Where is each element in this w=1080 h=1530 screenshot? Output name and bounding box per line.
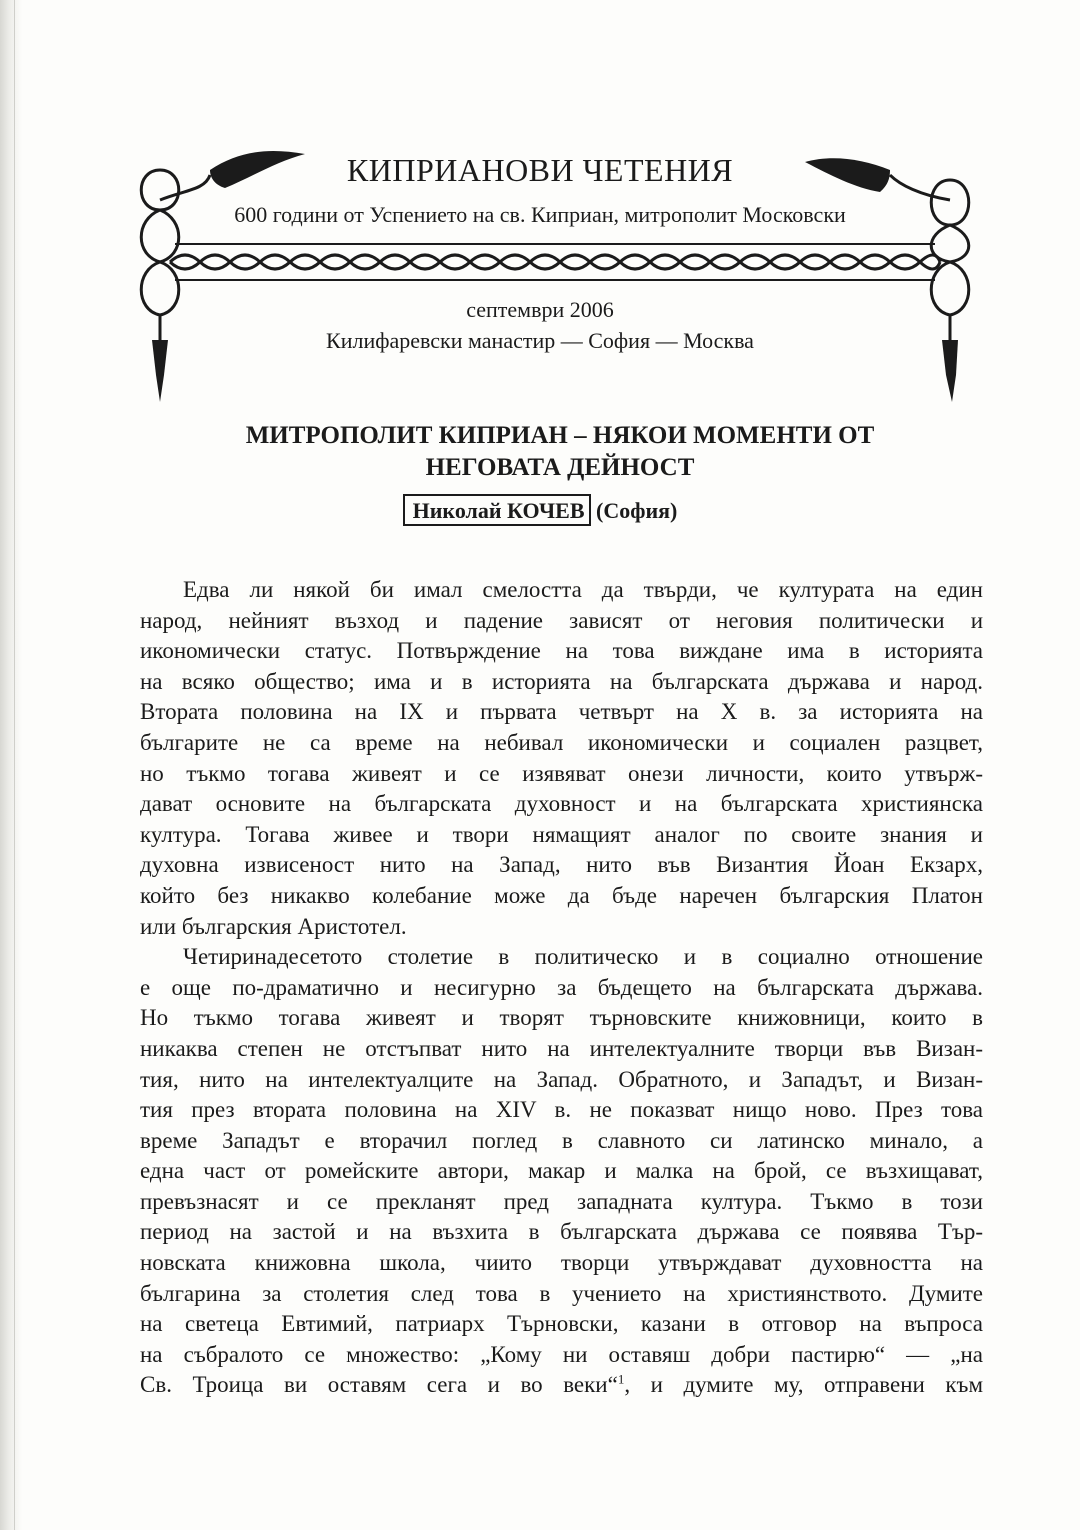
article-title xyxy=(140,420,980,484)
article-title-line-2: НЕГОВАТА ДЕЙНОСТ xyxy=(425,454,695,481)
text-line: народ, нейният възход и падение зависят от неговия политически и xyxy=(140,607,983,633)
paragraph-1 xyxy=(140,575,983,942)
text-line: българите не са време на небивал икономически и социален разцвет, xyxy=(140,729,983,755)
conference-title: КИПРИАНОВИ ЧЕТЕНИЯ xyxy=(346,152,734,188)
paragraph-2 xyxy=(140,942,983,1401)
text-line: една част от ромейските автори, макар и малка на брой, се възхищават, xyxy=(140,1158,983,1184)
author-name: Николай КОЧЕВ xyxy=(403,494,591,526)
text-line: Едва ли някой би имал смелостта да твърди, че културата на един xyxy=(183,577,983,602)
conference-date: септември 2006 xyxy=(466,297,614,322)
text-line: тия, нито на интелектуалците на Запад. Обратното, и Западът, и Визан- xyxy=(140,1066,983,1092)
text-line-with-footnote xyxy=(140,1370,983,1401)
author-location: (София) xyxy=(596,498,678,523)
text-line: или българския Аристотел. xyxy=(140,913,407,939)
text-line: българина за столетия след това в учението на християнството. Думите xyxy=(140,1280,983,1306)
text-line: Втората половина на IX и първата четвърт на X в. за историята на xyxy=(140,699,983,725)
text-line: дават основите на българската духовност и на българската християнска xyxy=(140,791,983,817)
text-line: който без никакво колебание може да бъде наречен българския Платон xyxy=(140,882,983,908)
text-after-footnote: , и думите му, отправени към xyxy=(624,1372,983,1398)
conference-subtitle: 600 години от Успението на св. Киприан, митрополит Московски xyxy=(234,202,846,227)
footnote-marker[interactable]: 1 xyxy=(617,1371,625,1387)
text-line: никаква степен не отстъпват нито на интелектуалните творци във Визан- xyxy=(140,1035,983,1061)
text-line: култура. Тогава живее и твори нямащият аналог по своите знания и xyxy=(140,821,983,847)
text-line: духовна извисеност нито на Запад, нито във Византия Йоан Екзарх, xyxy=(140,852,983,878)
text-line: икономически статус. Потвърждение на това виждане има в историята xyxy=(140,638,983,664)
text-line: но тъкмо тогава живеят и се изявяват онези личности, които утвърж- xyxy=(140,760,983,786)
text-line: на всяко общество; има и в историята на българската държава и народ. xyxy=(140,668,983,694)
text-line: превъзнасят и се прекланят пред западната култура. Тъкмо в този xyxy=(140,1188,983,1214)
author-line xyxy=(0,496,1080,526)
text-before-footnote: Св. Троица ви оставям сега и во веки“ xyxy=(140,1372,618,1398)
text-line: новската книжовна школа, чиито творци утвърждават духовността на xyxy=(140,1250,983,1276)
article-title-line-1: МИТРОПОЛИТ КИПРИАН – НЯКОИ МОМЕНТИ ОТ xyxy=(245,422,875,449)
conference-places: Килифаревски манастир — София — Москва xyxy=(326,328,754,353)
text-line: тия през втората половина на XIV в. не показват нищо ново. През това xyxy=(140,1097,983,1123)
text-line: време Западът е вторачил поглед в славното си латинско минало, а xyxy=(140,1127,983,1153)
text-line: Четиринадесетото столетие в политическо и в социално отношение xyxy=(183,944,983,970)
text-line: е още по-драматично и несигурно за бъдещето на българската държава. xyxy=(140,974,983,1000)
right-knot-mid xyxy=(931,225,969,262)
text-line: период на застой и на възхита в българската държава се появява Тър- xyxy=(140,1219,983,1245)
text-line: Но тъкмо тогава живеят и творят търновските книжовници, които в xyxy=(140,1005,983,1031)
article-body xyxy=(140,575,983,1401)
text-line: на светеца Евтимий, патриарх Търновски, казани в отговор на въпроса xyxy=(140,1311,983,1337)
text-line: на събралото се множество: „Кому ни оставяш добри пастирю“ — „на xyxy=(140,1341,983,1367)
